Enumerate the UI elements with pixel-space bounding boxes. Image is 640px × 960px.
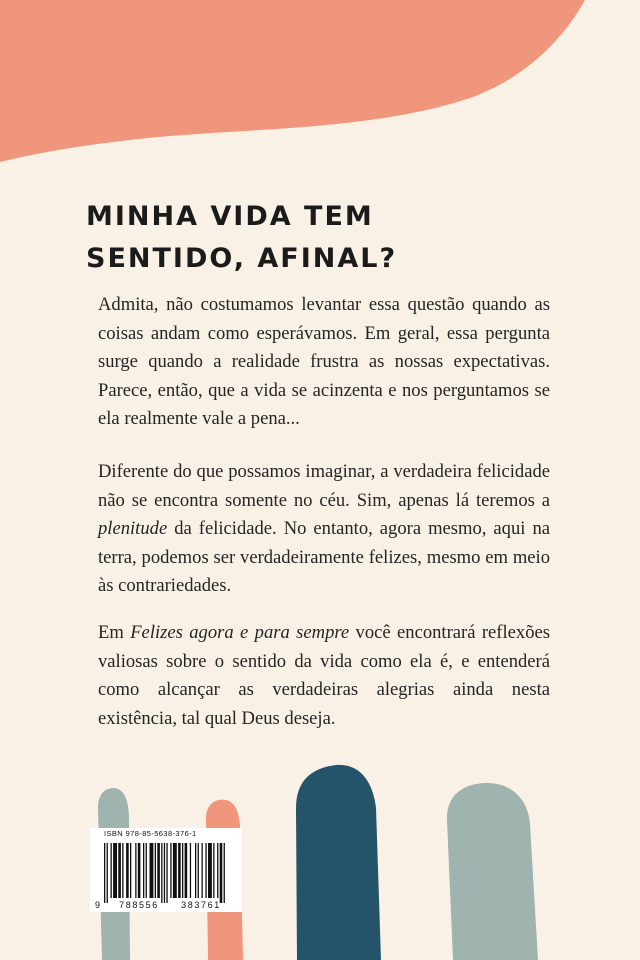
paragraph-3-text-start: Em — [98, 622, 131, 643]
barcode-bar — [170, 843, 171, 898]
isbn-label: ISBN 978-85-5638-376-1 — [104, 829, 197, 838]
barcode-bar — [213, 843, 214, 898]
barcode-bar — [205, 843, 206, 898]
barcode-bar — [185, 843, 188, 898]
barcode-digit-first: 9 — [95, 900, 101, 910]
book-title-italic: Felizes agora e para sempre — [130, 622, 350, 643]
teal-gray-pillar-right — [447, 783, 538, 960]
barcode-bar — [130, 843, 131, 898]
barcode-bar — [173, 843, 177, 898]
barcode-bar — [122, 843, 123, 898]
barcode-bar — [155, 843, 156, 898]
barcode-bar — [190, 843, 191, 898]
synopsis-paragraph-1: Admita, não costumamos levantar essa questão quando as coisas andam como esperávamos. Em geral, essa pergunta surge quando a realidade frustra as nossas expectativas. Parece, então, que a vida se acinzenta e nos perguntamos se ela realmente vale a pena... — [98, 294, 550, 429]
barcode-bar — [178, 843, 181, 898]
barcode-bar — [138, 843, 141, 898]
barcode-bar — [161, 843, 162, 903]
paragraph-2-text-start: Diferente do que possamos imaginar, a verdadeira felicidade não se encontra somente no céu. Sim, apenas lá teremos a — [98, 461, 550, 511]
barcode-bar — [135, 843, 136, 898]
barcode-bar — [146, 843, 147, 898]
salmon-blob-shape — [0, 0, 585, 162]
synopsis-paragraph-3 — [98, 619, 550, 733]
barcode-bar — [157, 843, 160, 898]
barcode-bar — [126, 843, 129, 898]
barcode-bar — [150, 843, 154, 898]
barcode-bar — [182, 843, 183, 898]
back-cover-headline — [86, 196, 566, 280]
barcode-digits-right: 383761 — [181, 900, 221, 910]
barcode-bar — [166, 843, 167, 903]
synopsis-paragraph-2 — [98, 458, 550, 601]
barcode-bars — [104, 843, 225, 903]
barcode-bar — [143, 843, 144, 898]
paragraph-3-text-end: você encontrará reflexões valiosas sobre o sentido da vida como ela é, e entenderá como alcançar as verdadeiras alegrias ainda nesta existência, tal qual Deus deseja. — [98, 622, 550, 729]
barcode-bar — [217, 843, 218, 898]
paragraph-2-text-end: da felicidade. No entanto, agora mesmo, aqui na terra, podemos ser verdadeiramente felizes, mesmo em meio às contrariedades. — [98, 518, 550, 596]
barcode-bar — [113, 843, 117, 898]
barcode-bar — [164, 843, 165, 903]
barcode-bar — [224, 843, 225, 903]
barcode-bar — [202, 843, 203, 898]
barcode-digits-left: 788556 — [119, 900, 159, 910]
barcode-bar — [220, 843, 223, 903]
barcode-bar — [118, 843, 121, 898]
barcode-bar — [195, 843, 196, 898]
headline-line-2: SENTIDO, AFINAL? — [86, 243, 398, 274]
isbn-barcode — [92, 841, 240, 911]
barcode-bar — [107, 843, 108, 903]
barcode-bar — [208, 843, 212, 898]
barcode-bar — [104, 843, 105, 903]
barcode-bar — [111, 843, 112, 898]
paragraph-2-emphasis: plenitude — [98, 518, 168, 539]
barcode-bar — [198, 843, 199, 898]
dark-teal-pillar — [296, 765, 381, 960]
headline-line-1: MINHA VIDA TEM — [86, 201, 374, 232]
